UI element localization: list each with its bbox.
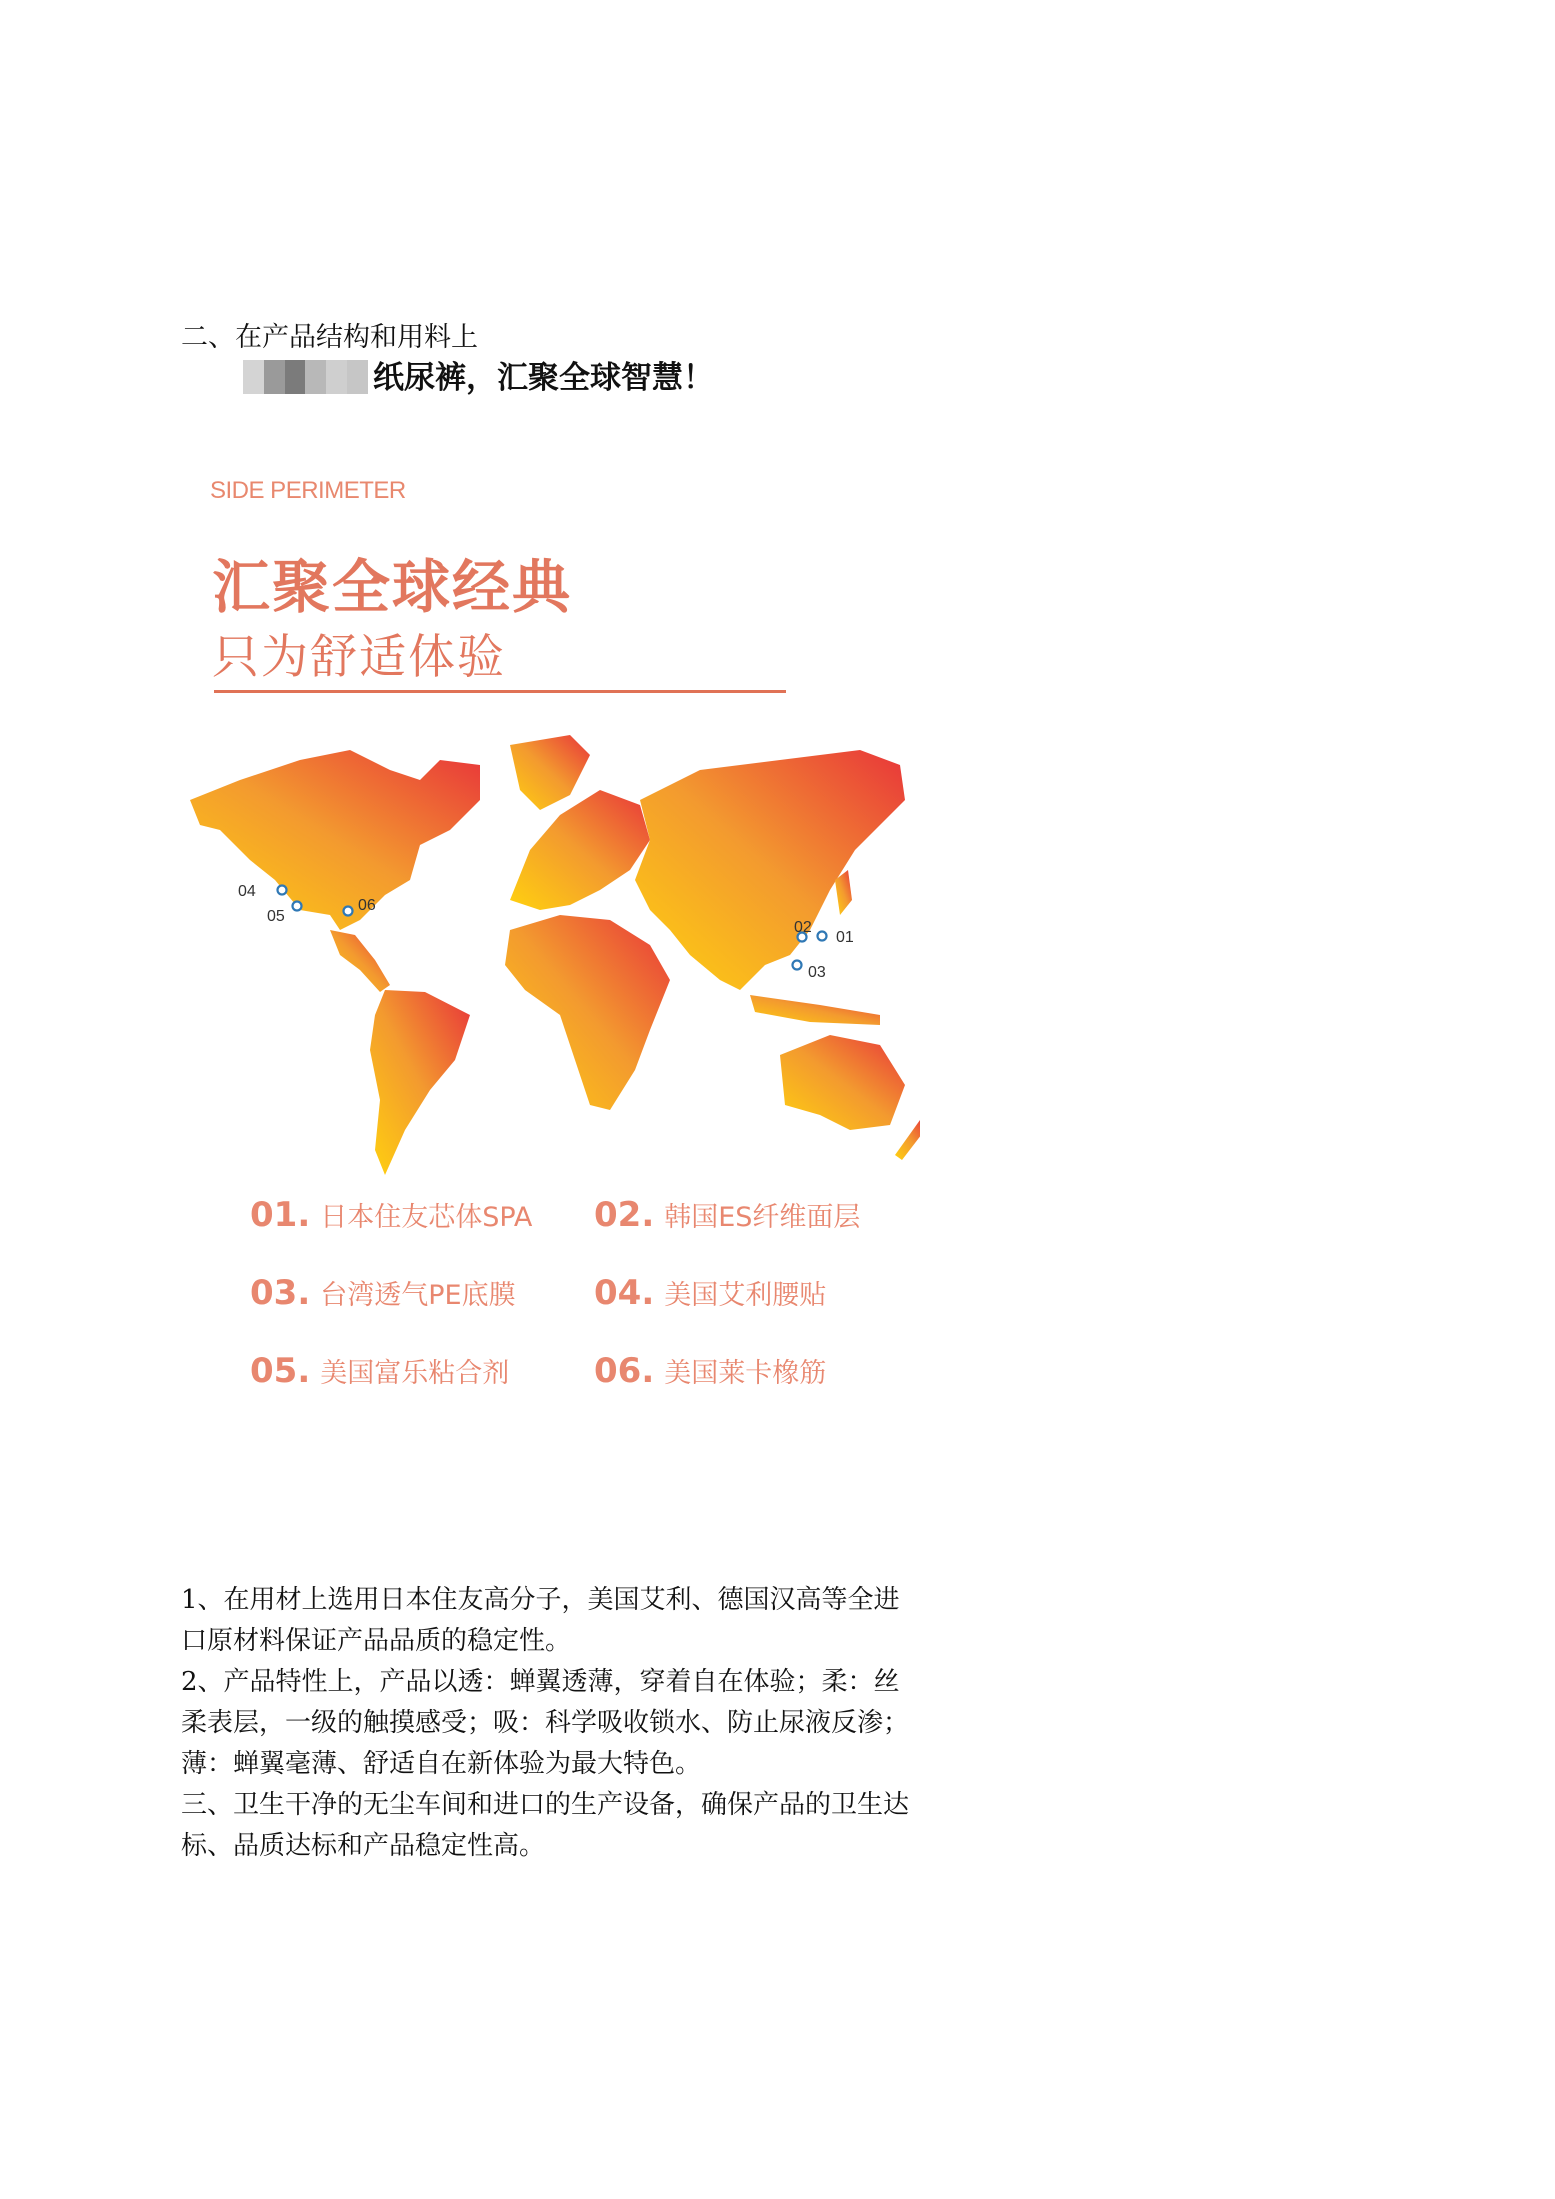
- supplier-text: 韩国ES纤维面层: [664, 1202, 861, 1233]
- supplier-number: 04.: [594, 1273, 655, 1313]
- world-map: [180, 730, 920, 1180]
- supplier-number: 03.: [250, 1273, 311, 1313]
- map-pin: [818, 932, 827, 941]
- blur-block: [264, 360, 285, 394]
- blur-block: [285, 360, 306, 394]
- south-america: [370, 990, 470, 1175]
- world-map-svg: [180, 730, 920, 1180]
- body-line: 薄：蝉翼毫薄、舒适自在新体验为最大特色。: [181, 1749, 702, 1779]
- body-line: 标、品质达标和产品稳定性高。: [181, 1831, 546, 1861]
- map-pin: [344, 907, 353, 916]
- north-america: [190, 750, 480, 930]
- map-pin-label: 05: [267, 908, 285, 925]
- supplier-number: 01.: [250, 1195, 311, 1235]
- asia: [635, 750, 905, 990]
- supplier-item: [250, 1351, 509, 1391]
- map-pin: [793, 961, 802, 970]
- supplier-item: [594, 1195, 860, 1235]
- central-america: [330, 930, 390, 992]
- supplier-item: [250, 1195, 532, 1235]
- body-line: 2、产品特性上，产品以透：蝉翼透薄，穿着自在体验；柔：丝: [181, 1667, 900, 1697]
- body-line: 1、在用材上选用日本住友高分子，美国艾利、德国汉高等全进: [181, 1585, 900, 1615]
- blur-block: [243, 360, 264, 394]
- section-heading: 二、在产品结构和用料上: [181, 322, 478, 353]
- map-pin-label: 03: [808, 964, 826, 981]
- supplier-number: 05.: [250, 1351, 311, 1391]
- map-pin-label: 04: [238, 883, 256, 900]
- blur-block: [326, 360, 347, 394]
- indonesia: [750, 995, 880, 1025]
- australia: [780, 1035, 905, 1130]
- body-line: 口原材料保证产品品质的稳定性。: [181, 1626, 572, 1656]
- infographic-title: 汇聚全球经典: [212, 553, 573, 621]
- blur-block: [347, 360, 368, 394]
- body-paragraphs: [181, 1580, 961, 1867]
- side-perimeter-label: SIDE PERIMETER: [210, 477, 406, 504]
- headline: 纸尿裤，汇聚全球智慧！: [373, 360, 714, 396]
- map-pin-label: 01: [836, 929, 854, 946]
- africa: [505, 915, 670, 1110]
- supplier-text: 日本住友芯体SPA: [320, 1202, 533, 1233]
- map-pin-label: 06: [358, 897, 376, 914]
- supplier-text: 台湾透气PE底膜: [320, 1280, 516, 1311]
- supplier-text: 美国莱卡橡筋: [664, 1358, 827, 1389]
- supplier-number: 02.: [594, 1195, 655, 1235]
- supplier-item: [594, 1273, 826, 1313]
- blur-block: [305, 360, 326, 394]
- supplier-item: [594, 1351, 826, 1391]
- europe: [510, 790, 650, 910]
- new-zealand: [895, 1120, 920, 1160]
- supplier-number: 06.: [594, 1351, 655, 1391]
- body-line: 三、卫生干净的无尘车间和进口的生产设备，确保产品的卫生达: [181, 1790, 910, 1820]
- greenland: [510, 735, 590, 810]
- supplier-text: 美国富乐粘合剂: [320, 1358, 510, 1389]
- map-pin: [278, 886, 287, 895]
- infographic-subtitle: 只为舒适体验: [212, 630, 506, 685]
- map-pin: [293, 902, 302, 911]
- map-pin-label: 02: [794, 919, 812, 936]
- blurred-brand-logo: [243, 360, 368, 394]
- supplier-item: [250, 1273, 516, 1313]
- body-line: 柔表层，一级的触摸感受；吸：科学吸收锁水、防止尿液反渗；: [181, 1708, 910, 1738]
- supplier-text: 美国艾利腰贴: [664, 1280, 827, 1311]
- title-underline: [214, 690, 786, 693]
